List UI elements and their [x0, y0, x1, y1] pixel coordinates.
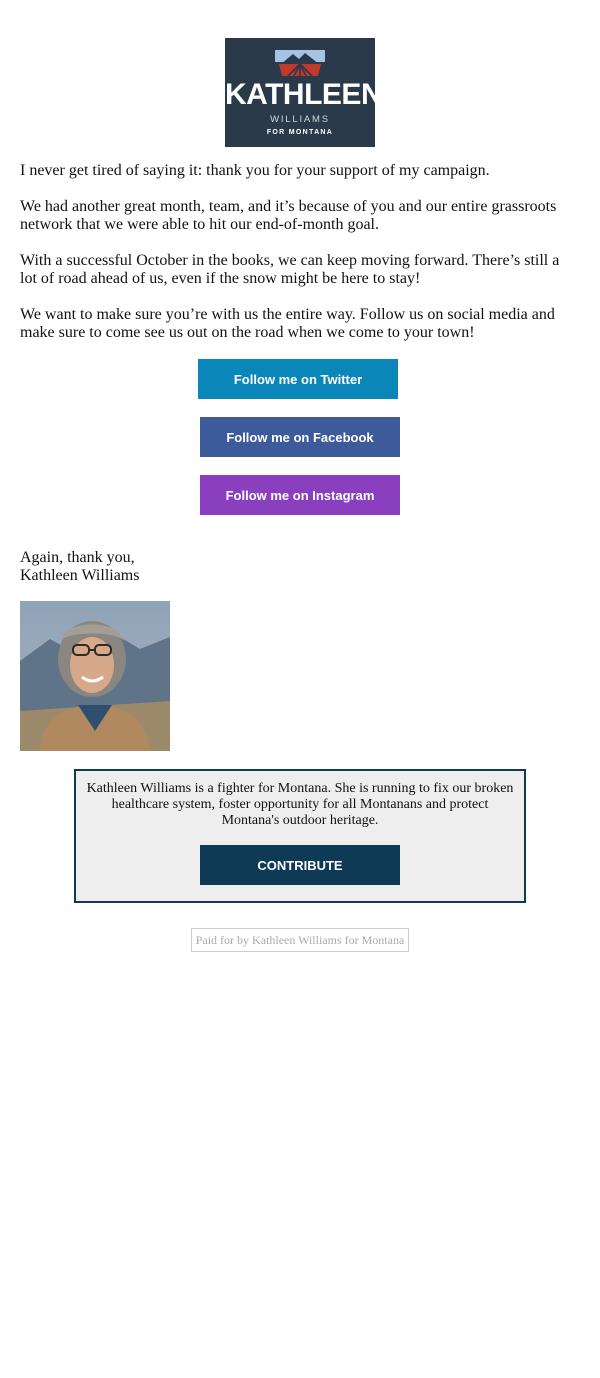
candidate-portrait [20, 601, 170, 751]
montana-mountain-icon [275, 50, 325, 76]
logo-name: KATHLEEN [225, 78, 383, 111]
paragraph-2: We had another great month, team, and it’s because of you and our entire grassroots network that we were able to hit our end-of-month goal. [20, 198, 557, 233]
about-text: Kathleen Williams is a fighter for Montana. She is running to fix our broken healthcare system, foster opportunity for all Montanans and protect Montana's outdoor heritage. [86, 781, 514, 828]
logo-tagline: FOR MONTANA [266, 129, 334, 136]
contribute-button[interactable]: CONTRIBUTE [200, 845, 400, 885]
signoff [20, 549, 139, 585]
paragraph-4: We want to make sure you’re with us the entire way. Follow us on social media and make sure to come see us out on the road when we come to your town! [20, 306, 555, 341]
logo-subtitle: WILLIAMS [270, 114, 330, 125]
campaign-logo [225, 38, 383, 147]
paragraph-1: I never get tired of saying it: thank you for your support of my campaign. [20, 162, 490, 179]
signoff-line: Again, thank you, [20, 549, 135, 566]
follow-twitter-button[interactable]: Follow me on Twitter [198, 359, 398, 399]
portrait-illustration [20, 601, 170, 751]
signature-name: Kathleen Williams [20, 567, 140, 584]
paid-for-disclaimer: Paid for by Kathleen Williams for Montana [191, 928, 409, 952]
follow-facebook-button[interactable]: Follow me on Facebook [200, 417, 400, 457]
about-box [74, 769, 526, 903]
follow-instagram-button[interactable]: Follow me on Instagram [200, 475, 400, 515]
paragraph-3: With a successful October in the books, we can keep moving forward. There’s still a lot of road ahead of us, even if the snow might be here to stay! [20, 252, 560, 287]
